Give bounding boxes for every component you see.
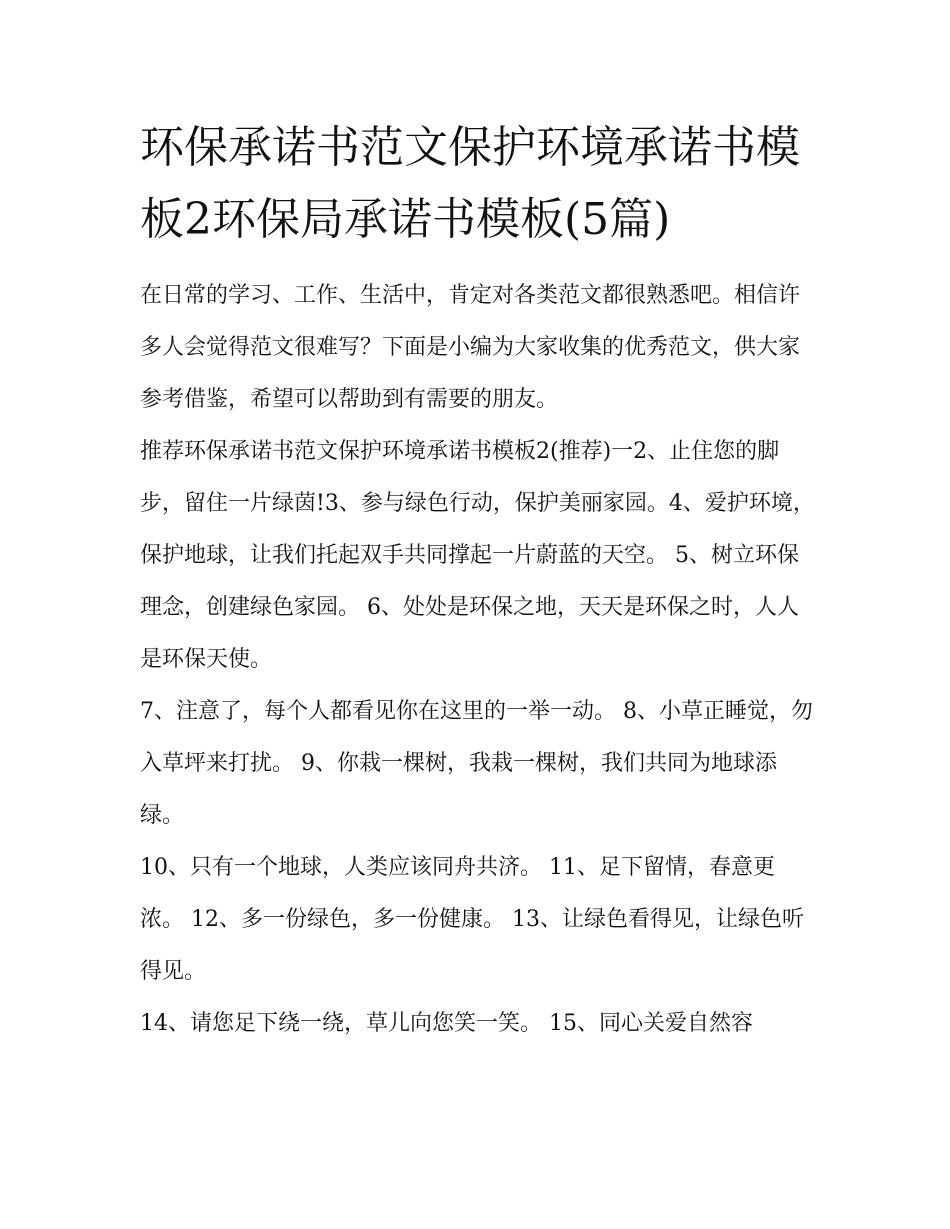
paragraph-recommend: 推荐环保承诺书范文保护环境承诺书模板2(推荐)一2、止住您的脚步，留住一片绿茵!3、参与绿色行动，保护美丽家园。4、爱护环境，保护地球，让我们托起双手共同撑起一片蔚蓝的天空。 5、树立环保理念，创建绿色家园。 6、处处是环保之地，天天是环保之时，人人是环保天使。 [140, 439, 815, 672]
paragraph-slogans-10-13: 10、只有一个地球，人类应该同舟共济。 11、足下留情，春意更浓。 12、多一份绿色，多一份健康。 13、让绿色看得见，让绿色听得见。 [140, 855, 804, 984]
document-title: 环保承诺书范文保护环境承诺书模板2环保局承诺书模板(5篇) [140, 122, 800, 245]
paragraph-intro: 在日常的学习、工作、生活中，肯定对各类范文都很熟悉吧。相信许多人会觉得范文很难写？下面是小编为大家收集的优秀范文，供大家参考借鉴，希望可以帮助到有需要的朋友。 [140, 283, 801, 412]
document-content [140, 112, 815, 1050]
document-body [140, 270, 815, 1050]
paragraph-slogans-7-9: 7、注意了，每个人都看见你在这里的一举一动。 8、小草正睡觉，勿入草坪来打扰。 9、你栽一棵树，我栽一棵树，我们共同为地球添绿。 [140, 699, 813, 828]
paragraph-slogans-14-15: 14、请您足下绕一绕，草儿向您笑一笑。 15、同心关爱自然容 [140, 1011, 753, 1036]
